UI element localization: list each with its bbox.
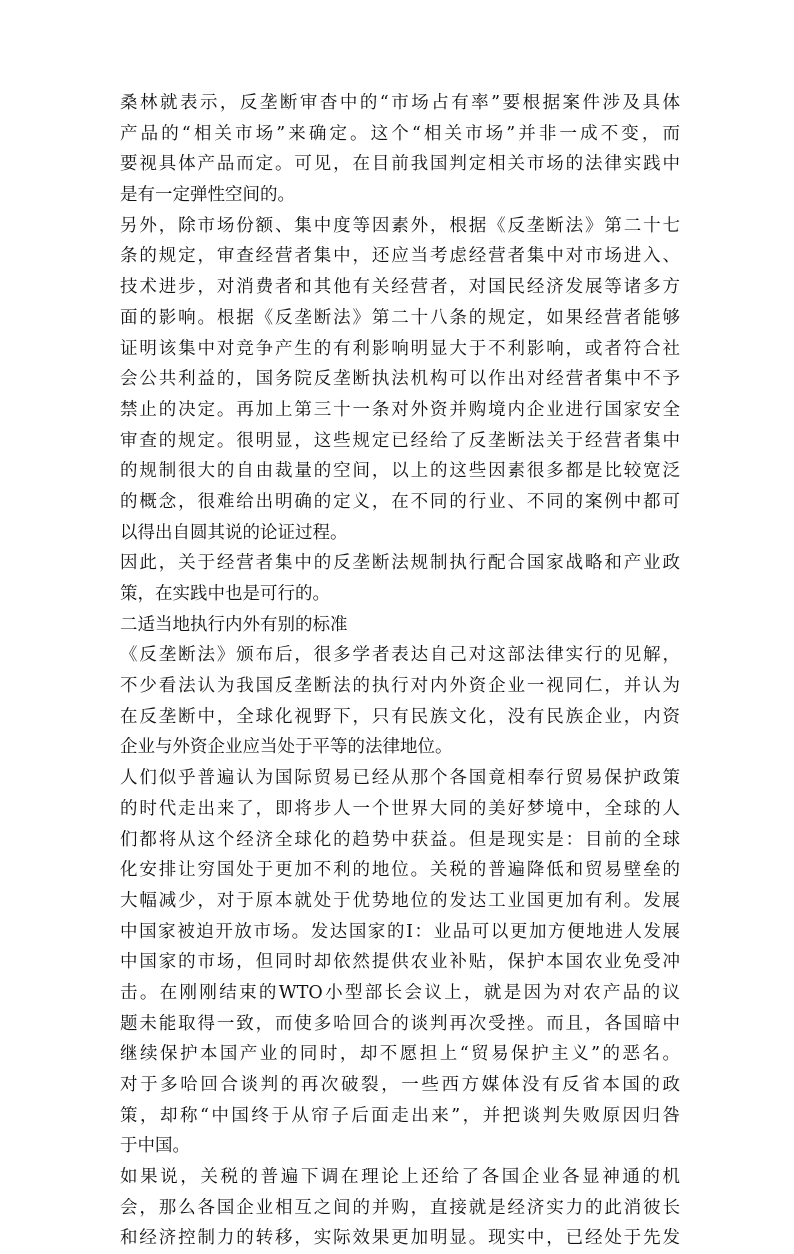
text-line: 《反垄断法》颁布后，很多学者表达自己对这部法律实行的见解，: [120, 645, 680, 666]
section-heading: 二适当地执行内外有别的标准: [120, 614, 348, 635]
text-line: 中国家被迫开放市场。发达国家的I：业品可以更加方便地进人发展: [120, 921, 680, 942]
text-line: 继续保护本国产业的同时，却不愿担上“贸易保护主义”的恶名。: [120, 1044, 680, 1065]
text-line: 和经济控制力的转移，实际效果更加明显。现实中，已经处于先发: [120, 1228, 680, 1249]
text-line: 在反垄断中，全球化视野下，只有民族文化，没有民族企业，内资: [120, 706, 680, 727]
text-line: 会公共利益的，国务院反垄断执法机构可以作出对经营者集中不予: [120, 369, 680, 390]
text-line: 们都将从这个经济全球化的趋势中获益。但是现实是：目前的全球: [120, 829, 680, 850]
text-line: 要视具体产品而定。可见，在目前我国判定相关市场的法律实践中: [120, 154, 680, 175]
text-line: 技术进步，对消费者和其他有关经营者，对国民经济发展等诸多方: [120, 277, 680, 298]
text-line: 另外，除市场份额、集中度等因素外，根据《反垄断法》第二十七: [120, 215, 680, 236]
text-line: 策，在实践中也是可行的。: [120, 584, 330, 604]
text-line: 因此，关于经营者集中的反垄断法规制执行配合国家战略和产业政: [120, 553, 680, 574]
text-line: 以得出自圆其说的论证过程。: [120, 522, 348, 543]
text-line: 审查的规定。很明显，这些规定已经给了反垄断法关于经营者集中: [120, 430, 680, 451]
text-line: 化安排让穷国处于更加不利的地位。关税的普遍降低和贸易壁垒的: [120, 860, 680, 881]
text-line: 会，那么各国企业相互之间的并购，直接就是经济实力的此消彼长: [120, 1197, 680, 1218]
text-line: 是有一定弹性空间的。: [120, 185, 295, 206]
text-line: 证明该集中对竞争产生的有利影响明显大于不利影响，或者符合社: [120, 338, 680, 359]
document-page: [120, 88, 680, 1254]
text-line: 的时代走出来了，即将步人一个世界大同的美好梦境中，全球的人: [120, 798, 680, 819]
text-line: 如果说，关税的普遍下调在理论上还给了各国企业各显神通的机: [120, 1167, 680, 1188]
text-line: 中国家的市场，但同时却依然提供农业补贴，保护本国农业免受冲: [120, 952, 680, 973]
text-line: 于中国。: [120, 1136, 190, 1157]
text-line: 对于多哈回合谈判的再次破裂，一些西方媒体没有反省本国的政: [120, 1075, 680, 1095]
text-line: 面的影响。根据《反垄断法》第二十八条的规定，如果经营者能够: [120, 307, 680, 328]
text-line: 击。在刚刚结束的WTO小型部长会议上，就是因为对农产品的议: [120, 982, 680, 1003]
text-line: 禁止的决定。再加上第三十一条对外资并购境内企业进行国家安全: [120, 399, 680, 420]
text-line: 的规制很大的自由裁量的空间，以上的这些因素很多都是比较宽泛: [120, 461, 680, 482]
text-line: 不少看法认为我国反垄断法的执行对内外资企业一视同仁，并认为: [120, 676, 680, 697]
text-line: 策，却称“中国终于从帘子后面走出来”，并把谈判失败原因归咎: [120, 1105, 680, 1126]
text-line: 的概念，很难给出明确的定义，在不同的行业、不同的案例中都可: [120, 491, 680, 512]
text-line: 条的规定，审查经营者集中，还应当考虑经营者集中对市场进入、: [120, 246, 680, 267]
text-line: 大幅减少，对于原本就处于优势地位的发达工业国更加有利。发展: [120, 890, 680, 911]
text-line: 桑林就表示，反垄断审杳中的“市场占有率”要根据案件涉及具体: [120, 93, 680, 113]
text-line: 人们似乎普遍认为国际贸易已经从那个各国竟相奉行贸易保护政策: [120, 768, 680, 789]
text-line: 题未能取得一致，而使多哈回合的谈判再次受挫。而且，各国暗中: [120, 1013, 680, 1034]
text-line: 企业与外资企业应当处于平等的法律地位。: [120, 737, 453, 758]
text-line: 产品的“相关市场”来确定。这个“相关市场”并非一成不变，而: [120, 123, 680, 144]
